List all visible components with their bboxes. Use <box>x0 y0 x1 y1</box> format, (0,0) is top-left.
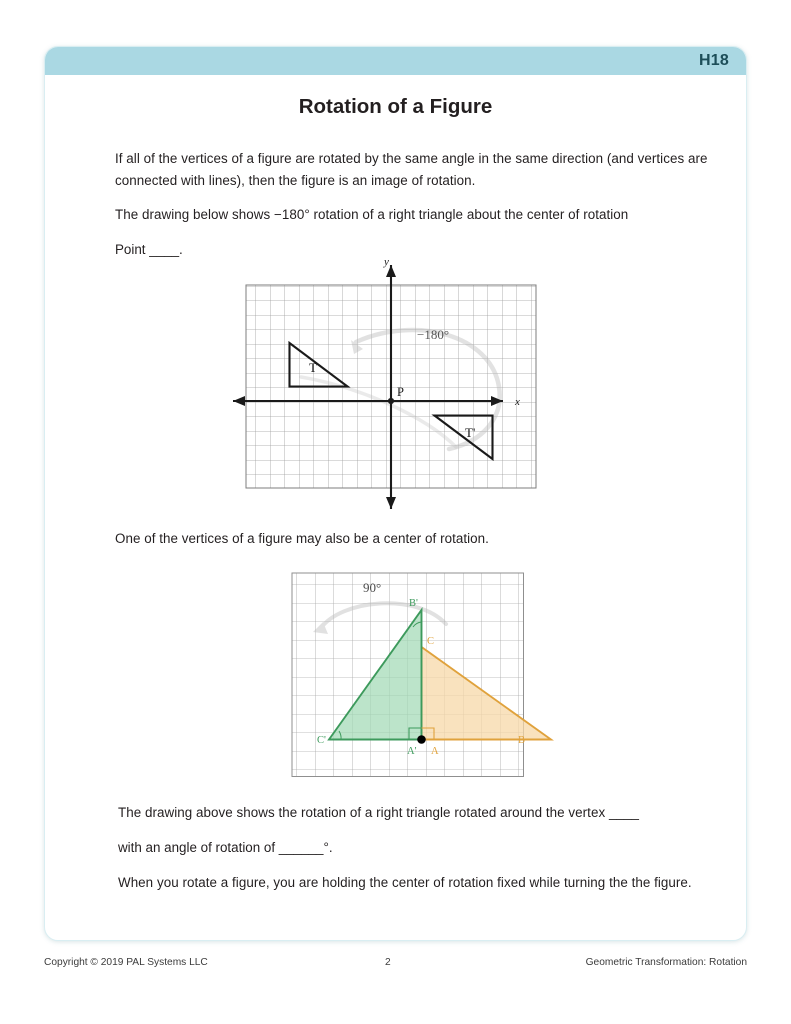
paragraph-intro: If all of the vertices of a figure are rotated by the same angle in the same direction (and vertices are connected with lines), then the figure is an image of rotation. <box>115 151 708 188</box>
axis-label-y: y <box>384 256 389 268</box>
paragraph-angle-blank: with an angle of rotation of ______°. <box>118 840 333 855</box>
figure-rotation-about-vertex <box>241 566 541 781</box>
label-a-prime: A' <box>407 746 417 757</box>
axis-label-x: x <box>515 396 520 408</box>
pivot-point <box>417 735 426 744</box>
angle-label-90: 90° <box>363 580 382 595</box>
angle-label-180: −180° <box>417 327 450 342</box>
paragraph-below-drawing: The drawing below shows −180° rotation of a right triangle about the center of rotation <box>115 207 629 222</box>
coordinate-plane-svg <box>241 257 551 502</box>
worksheet-code-badge: H18 <box>699 52 729 69</box>
paragraph-vertex-note: One of the vertices of a figure may also be a center of rotation. <box>115 531 489 546</box>
label-c-prime: C' <box>317 735 326 746</box>
footer-section: Geometric Transformation: Rotation <box>585 957 747 968</box>
triangle-t-prime-label: T' <box>465 425 476 440</box>
label-b: B <box>518 735 526 746</box>
header-bar <box>45 47 746 75</box>
center-point-label: P <box>397 385 404 399</box>
paragraph-closing: When you rotate a figure, you are holding the center of rotation fixed while turning the the figure. <box>118 875 692 890</box>
label-b-prime: B' <box>409 598 418 609</box>
footer-copyright: Copyright © 2019 PAL Systems LLC <box>44 957 208 968</box>
worksheet-page <box>44 46 747 941</box>
triangle-t-label: T <box>309 360 317 375</box>
paragraph-point-blank: Point ____. <box>115 242 183 257</box>
footer-page-number: 2 <box>385 957 391 968</box>
center-of-rotation-point <box>388 398 394 404</box>
page-title: Rotation of a Figure <box>298 95 493 118</box>
page-footer <box>44 957 747 977</box>
label-c: C <box>427 636 435 647</box>
paragraph-above-drawing: The drawing above shows the rotation of a right triangle rotated around the vertex ____ <box>118 805 639 820</box>
figure-coordinate-rotation-180 <box>241 257 551 502</box>
label-a: A <box>431 746 439 757</box>
vertex-rotation-svg <box>241 566 541 781</box>
